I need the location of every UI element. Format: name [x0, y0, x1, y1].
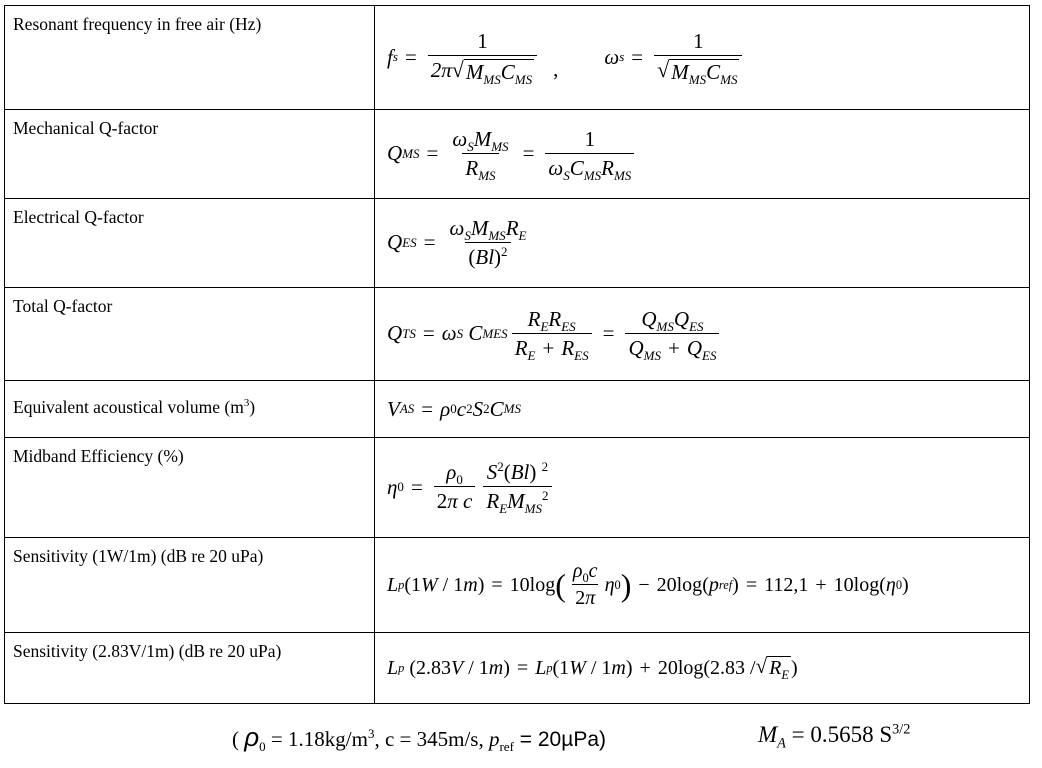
mass-formula [758, 721, 911, 752]
c-value: , c = 345m/s, [374, 727, 489, 751]
rho-sup: 3 [367, 726, 375, 741]
row-label-midband-efficiency [5, 438, 375, 538]
sensitivity-constant: 112,1 [764, 573, 809, 596]
parameter-table [4, 5, 1030, 704]
row-label-equivalent-volume [5, 381, 375, 438]
formula-mechanical-q: Q MS = $\frac{\omega_SM_{MS}}{R_{MS}}$ = $\frac{1}{\omega_SC_{MS}R_{MS}}$ [375, 110, 1030, 199]
label-text: Resonant frequency in free air (Hz) [13, 14, 262, 34]
table-row [5, 381, 1030, 438]
label-text: Sensitivity (2.83V/1m) (dB re 20 uPa) [13, 641, 282, 661]
table-row [5, 199, 1030, 288]
label-text: Mechanical Q-factor [13, 118, 159, 138]
row-label-mechanical-q [5, 110, 375, 199]
formula-midband-efficiency: η 0 = $\frac{\rho_0}{\text{2π c}}$ $\frac{S^2(Bl) ^2}{R_EM_{MS}^2}$ [375, 438, 1030, 538]
table-row [5, 288, 1030, 381]
ma-prefix: M [758, 722, 778, 747]
formula-resonant-frequency: f s = 1 2π √ $M_{MS}C_{MS}$ , ω s = 1 √ $M_{MS}C_{MS}$ [375, 6, 1030, 110]
ma-sub: A [777, 735, 786, 752]
formula-total-q: Q TS = ω S C MES $\frac{R_ER_{ES}}{R_E + R_{ES}}$ = $\frac{Q_{MS}Q_{ES}}{Q_{MS} + Q_{ES}}$ [375, 288, 1030, 381]
rho-symbol: ρ [244, 722, 260, 752]
label-text: Sensitivity (1W/1m) (dB re 20 uPa) [13, 546, 264, 566]
table-row [5, 538, 1030, 633]
ma-eq: = 0.5658 S [785, 722, 893, 747]
label-text: Equivalent acoustical volume (m [13, 397, 244, 417]
formula-electrical-q: Q ES = $\frac{\omega_SM_{MS}R_E}{(Bl)^2}$ [375, 199, 1030, 288]
row-label-total-q [5, 288, 375, 381]
row-label-resonant-frequency [5, 6, 375, 110]
formula-sensitivity-283v: L p ( 2.83 V / 1 m ) = L p (1 W / 1 m ) + 20log(2.83 / √ $R_E$ ) [375, 633, 1030, 704]
pref-value: = 20µPa) [513, 728, 606, 751]
table-row [5, 438, 1030, 538]
label-end: ) [249, 397, 256, 417]
voltage-value: 2.83 [416, 656, 451, 679]
table-row [5, 633, 1030, 704]
label-text: Total Q-factor [13, 296, 113, 316]
log-term: 20log(2.83 / [657, 656, 756, 679]
ma-sup: 3/2 [892, 721, 911, 738]
label-sup: 3 [243, 397, 250, 410]
label-text: Midband Efficiency (%) [13, 446, 184, 466]
constants-note: ( $\rho_0 = 1.18kg/m^3$, c = 345m/s, $p_{ref} = 20\mu Pa$) [232, 722, 606, 755]
formula-sensitivity-1w: L p (1 W / 1 m ) = 10log ( $\frac{\rho_0c}{2\pi}$ η 0 ) − 20log ( p ref ) = 112,1 + 10log ( η 0 ) [375, 538, 1030, 633]
footnote [232, 722, 1032, 762]
row-label-sensitivity-283v [5, 633, 375, 704]
row-label-sensitivity-1w [5, 538, 375, 633]
row-label-electrical-q [5, 199, 375, 288]
label-text: Electrical Q-factor [13, 207, 144, 227]
table-row [5, 6, 1030, 110]
rho-value: = 1.18kg/m [265, 727, 368, 751]
footnote-open: ( [232, 727, 245, 751]
formula-equivalent-volume: V AS = ρ 0 c 2 S 2 C MS [375, 381, 1030, 438]
table-row [5, 110, 1030, 199]
